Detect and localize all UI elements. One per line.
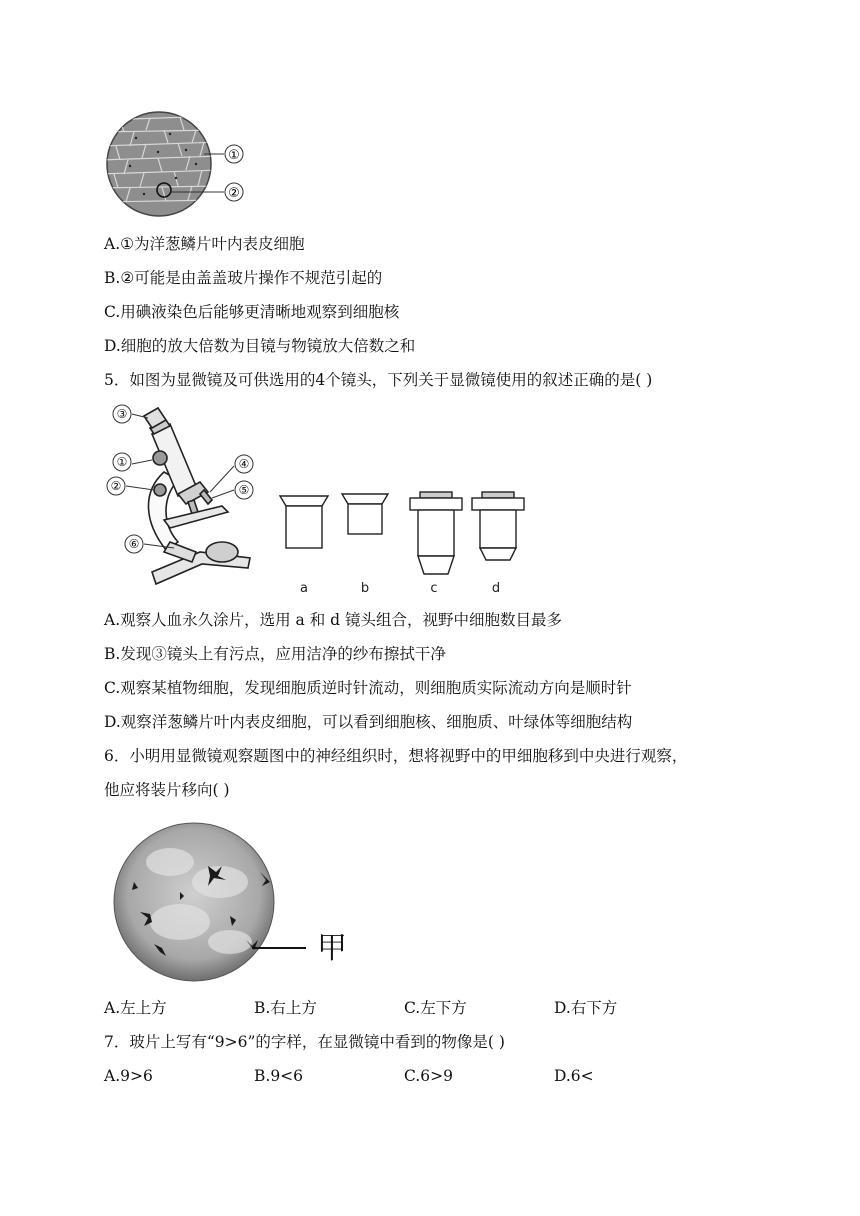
label-4: ④: [238, 457, 250, 471]
q7-option-a: A.9>6: [104, 1067, 153, 1085]
q4-option-d: D.细胞的放大倍数为目镜与物镜放大倍数之和: [104, 337, 416, 355]
q5-option-a: A.观察人血永久涂片，选用 a 和 d 镜头组合，视野中细胞数目最多: [104, 611, 562, 629]
q6-option-c: C.左下方: [404, 999, 467, 1017]
lens-label-d: d: [491, 581, 501, 592]
microscope-figure: [104, 402, 269, 590]
label-jia: 甲: [317, 931, 347, 966]
q6-option-a: A.左上方: [104, 999, 167, 1017]
label-1: ①: [116, 455, 128, 469]
lens-label-b: b: [360, 581, 370, 592]
label-6: ⑥: [128, 537, 140, 551]
q5-option-c: C.观察某植物细胞，发现细胞质逆时针流动，则细胞质实际流动方向是顺时针: [104, 679, 632, 697]
q4-option-b: B.②可能是由盖盖玻片操作不规范引起的: [104, 269, 383, 287]
q7-option-c: C.6>9: [404, 1067, 453, 1085]
label-1: ①: [228, 148, 240, 163]
q7-option-d: D.6<: [554, 1067, 594, 1085]
q4-option-a: A.①为洋葱鳞片叶内表皮细胞: [104, 235, 305, 253]
q5-option-d: D.观察洋葱鳞片叶内表皮细胞，可以看到细胞核、细胞质、叶绿体等细胞结构: [104, 713, 633, 731]
label-2: ②: [228, 186, 240, 201]
nerve-tissue-figure: [110, 822, 360, 984]
lens-label-a: a: [300, 581, 308, 592]
q6-stem-line2: 他应将装片移向( ): [104, 781, 230, 799]
label-5: ⑤: [238, 483, 250, 497]
q7-stem: 7．玻片上写有“9>6”的字样，在显微镜中看到的物像是( ): [104, 1033, 505, 1051]
lens-label-c: c: [430, 581, 438, 592]
label-3: ③: [116, 407, 128, 421]
q5-option-b: B.发现③镜头上有污点，应用洁净的纱布擦拭干净: [104, 645, 446, 663]
onion-cell-figure: [100, 108, 260, 220]
q6-option-d: D.右下方: [554, 999, 618, 1017]
q5-stem: 5．如图为显微镜及可供选用的4个镜头，下列关于显微镜使用的叙述正确的是( ): [104, 371, 653, 389]
label-2: ②: [110, 479, 122, 493]
q7-option-b: B.9<6: [254, 1067, 304, 1085]
q6-option-b: B.右上方: [254, 999, 317, 1017]
q6-stem-line1: 6．小明用显微镜观察题图中的神经组织时，想将视野中的甲细胞移到中央进行观察，: [104, 747, 688, 765]
lenses-figure: [276, 488, 536, 592]
q4-option-c: C.用碘液染色后能够更清晰地观察到细胞核: [104, 303, 400, 321]
